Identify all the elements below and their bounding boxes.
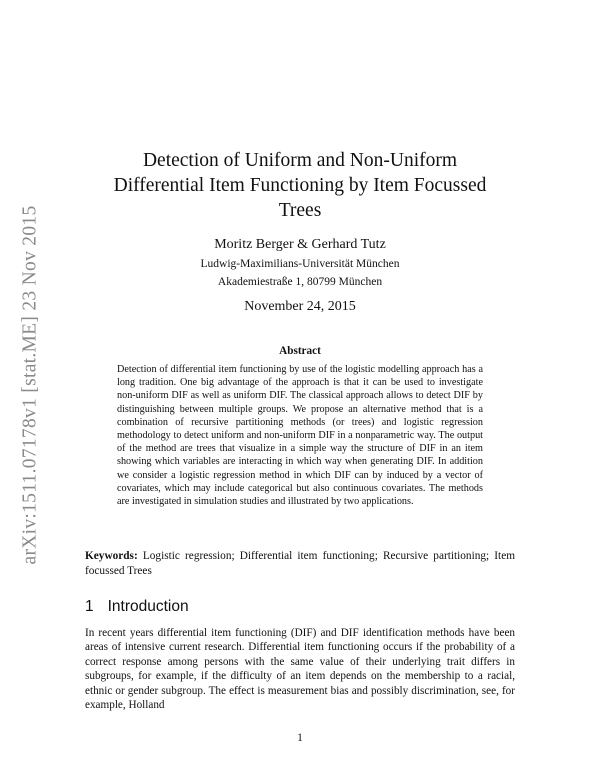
abstract-text: Detection of differential item functioning by use of the logistic modelling approach has a long tradition. One big advantage of the approach is that it can be used to investigate non-uniform DIF as well as uniform DIF. The classical approach allows to detect DIF by distinguishing between multiple groups. We propose an alternative method that is a combination of recursive partitioning methods (or trees) and logistic regression methodology to detect uniform and non-uniform DIF in a nonparametric way. The output of the method are trees that visualize in a simple way the structure of DIF in an item showing which variables are interacting in which way when generating DIF. In addition we consider a logistic regression method in which DIF can by induced by a vector of covariates, which may include categorical but also continuous covariates. The methods are investigated in simulation studies and illustrated by two applications. [117, 364, 483, 508]
keywords-label: Keywords: [85, 550, 138, 562]
arxiv-identifier-stamp [0, 200, 60, 570]
paper-authors: Moritz Berger & Gerhard Tutz [214, 237, 386, 252]
arxiv-identifier-text: arXiv:1511.07178v1 [stat.ME] 23 Nov 2015 [19, 205, 40, 565]
page-number: 1 [297, 732, 303, 744]
introduction-text: In recent years differential item functioning (DIF) and DIF identification methods have been areas of intensive current research. Differential item functioning occurs if the probability of a correct response among persons with the same value of their underlying trait differs in subgroups, for example, if the difficulty of an item depends on the membership to a racial, ethnic or gender subgroup. The effect is measurement bias and possibly discrimination, see, for example, Holland [85, 627, 515, 712]
abstract-heading: Abstract [279, 345, 321, 357]
keywords-paragraph [85, 549, 515, 578]
paper-date: November 24, 2015 [244, 299, 356, 314]
paper-title: Detection of Uniform and Non-Uniform Differential Item Functioning by Item Focussed Trees [113, 150, 487, 221]
affiliation-institution: Ludwig-Maximilians-Universität München [200, 258, 400, 270]
section-number: 1 [85, 598, 94, 615]
section-heading-introduction [85, 597, 515, 617]
section-title: Introduction [107, 598, 189, 615]
affiliation-address: Akademiestraße 1, 80799 München [217, 276, 383, 288]
keywords-text: Logistic regression; Differential item functioning; Recursive partitioning; Item focussed Trees [85, 550, 515, 577]
